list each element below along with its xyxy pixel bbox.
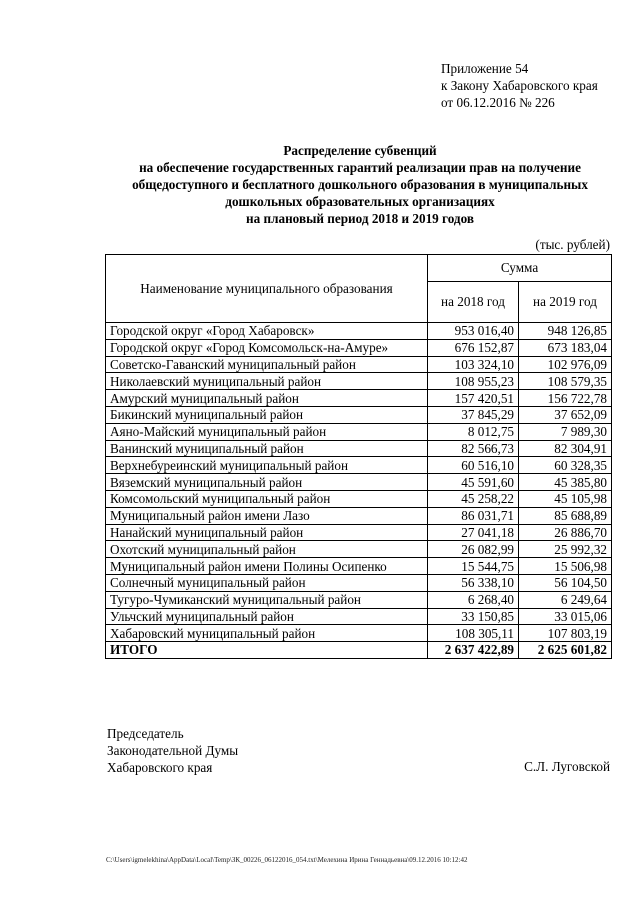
row-2019: 45 385,80: [519, 474, 612, 491]
row-2019: 82 304,91: [519, 440, 612, 457]
annex-law: к Закону Хабаровского края: [441, 78, 598, 93]
row-name: Городской округ «Город Комсомольск-на-Амуре»: [106, 339, 428, 356]
row-name: Нанайский муниципальный район: [106, 524, 428, 541]
row-name: Городской округ «Город Хабаровск»: [106, 323, 428, 340]
table-row: [106, 490, 612, 507]
row-2018: 86 031,71: [428, 507, 519, 524]
table-row: [106, 608, 612, 625]
table-row: [106, 574, 612, 591]
row-name: Вяземский муниципальный район: [106, 474, 428, 491]
row-name: Тугуро-Чумиканский муниципальный район: [106, 591, 428, 608]
column-header-sum: Сумма: [428, 255, 612, 282]
row-2019: 107 803,19: [519, 625, 612, 642]
total-row: [106, 642, 612, 659]
annex-number: Приложение 54: [441, 61, 529, 76]
row-2018: 60 516,10: [428, 457, 519, 474]
table-row: [106, 373, 612, 390]
row-2018: 108 305,11: [428, 625, 519, 642]
row-2018: 37 845,29: [428, 406, 519, 423]
row-2019: 33 015,06: [519, 608, 612, 625]
row-name: Верхнебуреинский муниципальный район: [106, 457, 428, 474]
table-row: [106, 323, 612, 340]
row-2018: 56 338,10: [428, 574, 519, 591]
table-row: [106, 558, 612, 575]
row-2019: 25 992,32: [519, 541, 612, 558]
row-2018: 103 324,10: [428, 356, 519, 373]
row-2019: 156 722,78: [519, 390, 612, 407]
title-line: Распределение субвенций: [283, 143, 437, 158]
row-2018: 27 041,18: [428, 524, 519, 541]
title-line: дошкольных образовательных организациях: [225, 194, 495, 209]
table-row: [106, 524, 612, 541]
annex-date: от 06.12.2016 № 226: [441, 95, 555, 110]
row-name: Советско-Гаванский муниципальный район: [106, 356, 428, 373]
signer-name: С.Л. Луговской: [524, 759, 610, 774]
signature-title: Законодательной Думы: [107, 743, 239, 758]
row-2019: 108 579,35: [519, 373, 612, 390]
table-row: [106, 474, 612, 491]
row-name: Муниципальный район имени Полины Осипенко: [106, 558, 428, 575]
row-name: Амурский муниципальный район: [106, 390, 428, 407]
row-2019: 26 886,70: [519, 524, 612, 541]
row-name: Хабаровский муниципальный район: [106, 625, 428, 642]
table-row: [106, 541, 612, 558]
row-2018: 45 258,22: [428, 490, 519, 507]
document-title: [100, 142, 620, 227]
row-name: Солнечный муниципальный район: [106, 574, 428, 591]
row-2019: 85 688,89: [519, 507, 612, 524]
table-row: [106, 390, 612, 407]
row-2018: 676 152,87: [428, 339, 519, 356]
row-2019: 102 976,09: [519, 356, 612, 373]
row-2019: 673 183,04: [519, 339, 612, 356]
row-name: Ванинский муниципальный район: [106, 440, 428, 457]
signature-title: Председатель: [107, 726, 184, 741]
row-2019: 948 126,85: [519, 323, 612, 340]
title-line: на обеспечение государственных гарантий реализации прав на получение: [139, 160, 581, 175]
row-2018: 108 955,23: [428, 373, 519, 390]
row-2019: 37 652,09: [519, 406, 612, 423]
row-2018: 6 268,40: [428, 591, 519, 608]
row-name: Николаевский муниципальный район: [106, 373, 428, 390]
total-2018: 2 637 422,89: [428, 642, 519, 659]
row-2018: 82 566,73: [428, 440, 519, 457]
signature-block: [107, 725, 238, 776]
row-name: Комсомольский муниципальный район: [106, 490, 428, 507]
title-line: общедоступного и бесплатного дошкольного образования в муниципальных: [132, 177, 588, 192]
table-row: [106, 591, 612, 608]
table-row: [106, 423, 612, 440]
table-row: [106, 440, 612, 457]
table-row: [106, 625, 612, 642]
row-name: Ульчский муниципальный район: [106, 608, 428, 625]
row-2018: 157 420,51: [428, 390, 519, 407]
table-row: [106, 507, 612, 524]
row-name: Аяно-Майский муниципальный район: [106, 423, 428, 440]
row-2018: 953 016,40: [428, 323, 519, 340]
row-name: Охотский муниципальный район: [106, 541, 428, 558]
title-line: на плановый период 2018 и 2019 годов: [246, 211, 474, 226]
row-2019: 45 105,98: [519, 490, 612, 507]
column-header-name: Наименование муниципального образования: [106, 255, 428, 323]
row-2018: 33 150,85: [428, 608, 519, 625]
file-path-footer: C:\Users\igmelekhina\AppData\Local\Temp\ЗК_00226_06122016_054.txt\Мелехина Ирина Геннадьевна\09.12.2016 10:12:42: [106, 856, 468, 864]
row-name: Бикинский муниципальный район: [106, 406, 428, 423]
table-row: [106, 356, 612, 373]
total-label: ИТОГО: [106, 642, 428, 659]
annex-header: [441, 60, 598, 111]
column-header-2019: на 2019 год: [519, 282, 612, 323]
total-2019: 2 625 601,82: [519, 642, 612, 659]
row-2018: 26 082,99: [428, 541, 519, 558]
row-2018: 15 544,75: [428, 558, 519, 575]
row-2019: 56 104,50: [519, 574, 612, 591]
table-row: [106, 339, 612, 356]
row-2018: 45 591,60: [428, 474, 519, 491]
signature-title: Хабаровского края: [107, 760, 213, 775]
row-name: Муниципальный район имени Лазо: [106, 507, 428, 524]
table-row: [106, 457, 612, 474]
row-2019: 15 506,98: [519, 558, 612, 575]
units-label: (тыс. рублей): [535, 237, 610, 252]
row-2019: 60 328,35: [519, 457, 612, 474]
table-row: [106, 406, 612, 423]
row-2018: 8 012,75: [428, 423, 519, 440]
column-header-2018: на 2018 год: [428, 282, 519, 323]
row-2019: 7 989,30: [519, 423, 612, 440]
subventions-table: [105, 254, 612, 659]
row-2019: 6 249,64: [519, 591, 612, 608]
